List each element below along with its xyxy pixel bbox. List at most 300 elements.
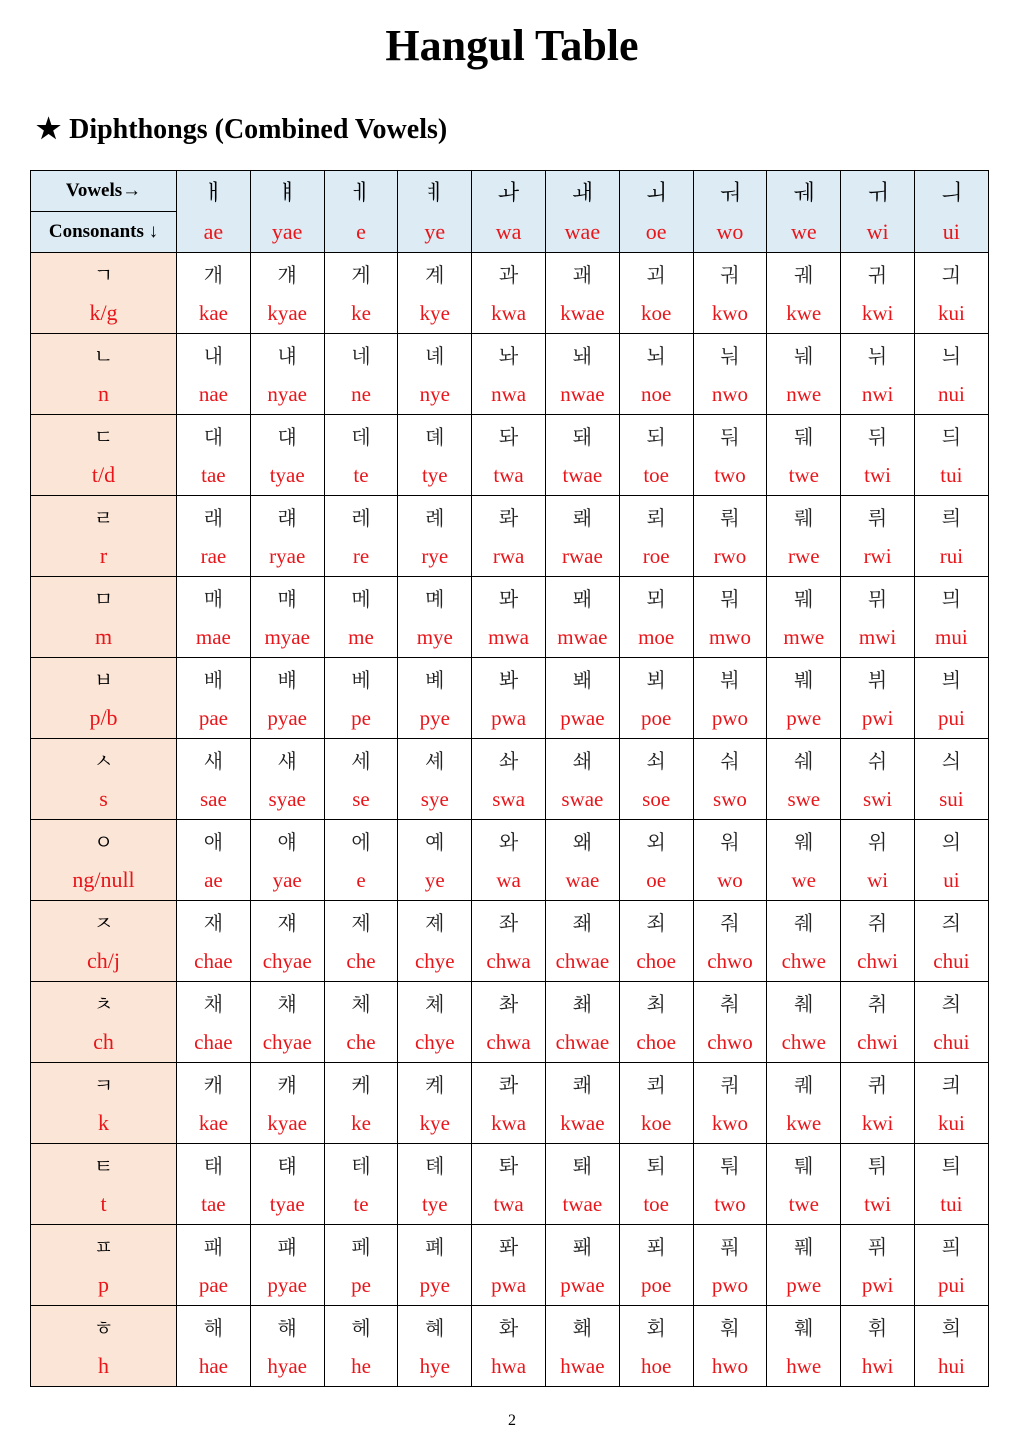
syllable-cell: 쉬: [841, 739, 915, 780]
vowel-jamo: ㅝ: [693, 171, 767, 212]
vowel-romanization: e: [324, 212, 398, 253]
syllable-romanization-cell: nyae: [250, 374, 324, 415]
syllable-romanization-cell: moe: [619, 617, 693, 658]
syllable-romanization-cell: te: [324, 1184, 398, 1225]
syllable-cell: 싀: [914, 739, 988, 780]
syllable-cell: 풔: [693, 1225, 767, 1266]
star-icon: ★: [36, 114, 62, 145]
syllable-cell: 제: [324, 901, 398, 942]
syllable-romanization-cell: hui: [914, 1346, 988, 1387]
syllable-cell: 게: [324, 253, 398, 294]
vowel-jamo-row: [31, 171, 989, 212]
syllable-cell: 페: [324, 1225, 398, 1266]
vowel-jamo: ㅔ: [324, 171, 398, 212]
syllable-romanization-cell: kae: [177, 293, 251, 334]
syllable-romanization-cell: twae: [545, 1184, 619, 1225]
syllable-cell: 뱨: [250, 658, 324, 699]
syllable-cell: 폐: [398, 1225, 472, 1266]
consonant-romanization-row: [31, 941, 989, 982]
syllable-cell: 붸: [767, 658, 841, 699]
consonant-syllable-row: [31, 820, 989, 861]
syllable-cell: 튀: [841, 1144, 915, 1185]
syllable-cell: 촤: [472, 982, 546, 1023]
syllable-romanization-cell: hwi: [841, 1346, 915, 1387]
vowel-jamo: ㅟ: [841, 171, 915, 212]
syllable-romanization-cell: kui: [914, 1103, 988, 1144]
syllable-cell: 봬: [545, 658, 619, 699]
consonant-jamo: ㅇ: [31, 820, 177, 861]
syllable-cell: 퓌: [841, 1225, 915, 1266]
syllable-romanization-cell: koe: [619, 293, 693, 334]
syllable-cell: 뫼: [619, 577, 693, 618]
consonant-romanization-row: [31, 374, 989, 415]
syllable-romanization-cell: pwa: [472, 1265, 546, 1306]
syllable-romanization-cell: che: [324, 941, 398, 982]
syllable-romanization-cell: te: [324, 455, 398, 496]
syllable-cell: 훼: [767, 1306, 841, 1347]
syllable-cell: 에: [324, 820, 398, 861]
syllable-romanization-cell: pe: [324, 698, 398, 739]
syllable-romanization-cell: chwi: [841, 941, 915, 982]
consonant-romanization-row: [31, 1103, 989, 1144]
syllable-romanization-cell: ryae: [250, 536, 324, 577]
syllable-cell: 쇄: [545, 739, 619, 780]
syllable-romanization-cell: kwi: [841, 1103, 915, 1144]
consonant-romanization-row: [31, 293, 989, 334]
syllable-cell: 훠: [693, 1306, 767, 1347]
syllable-romanization-cell: ke: [324, 1103, 398, 1144]
vowel-romanization: ae: [177, 212, 251, 253]
syllable-cell: 퀴: [841, 1063, 915, 1104]
syllable-romanization-cell: kwae: [545, 1103, 619, 1144]
vowel-romanization: wae: [545, 212, 619, 253]
syllable-romanization-cell: ye: [398, 860, 472, 901]
syllable-cell: 배: [177, 658, 251, 699]
consonants-axis-label: Consonants ↓: [31, 212, 177, 253]
consonant-jamo: ㄴ: [31, 334, 177, 375]
syllable-romanization-cell: kwe: [767, 1103, 841, 1144]
syllable-cell: 좌: [472, 901, 546, 942]
syllable-romanization-cell: swae: [545, 779, 619, 820]
consonant-syllable-row: [31, 901, 989, 942]
consonant-romanization: ch/j: [31, 941, 177, 982]
syllable-cell: 되: [619, 415, 693, 456]
syllable-cell: 얘: [250, 820, 324, 861]
syllable-cell: 늬: [914, 334, 988, 375]
syllable-romanization-cell: rwo: [693, 536, 767, 577]
syllable-romanization-cell: hoe: [619, 1346, 693, 1387]
syllable-cell: 네: [324, 334, 398, 375]
syllable-romanization-cell: tae: [177, 1184, 251, 1225]
syllable-romanization-cell: pwo: [693, 698, 767, 739]
syllable-cell: 럐: [250, 496, 324, 537]
syllable-cell: 섀: [250, 739, 324, 780]
vowel-romanization: oe: [619, 212, 693, 253]
consonant-romanization-row: [31, 617, 989, 658]
syllable-romanization-cell: nui: [914, 374, 988, 415]
syllable-cell: 츼: [914, 982, 988, 1023]
syllable-cell: 돠: [472, 415, 546, 456]
syllable-romanization-cell: mae: [177, 617, 251, 658]
vowel-jamo: ㅞ: [767, 171, 841, 212]
syllable-cell: 최: [619, 982, 693, 1023]
syllable-cell: 뫄: [472, 577, 546, 618]
syllable-cell: 퉈: [693, 1144, 767, 1185]
syllable-cell: 예: [398, 820, 472, 861]
section-title: Diphthongs (Combined Vowels): [69, 114, 448, 145]
syllable-cell: 걔: [250, 253, 324, 294]
syllable-romanization-cell: mwi: [841, 617, 915, 658]
consonant-romanization-row: [31, 1346, 989, 1387]
syllable-romanization-cell: two: [693, 455, 767, 496]
consonant-romanization: p: [31, 1265, 177, 1306]
consonant-syllable-row: [31, 982, 989, 1023]
syllable-cell: 톼: [472, 1144, 546, 1185]
vowel-romanization: ye: [398, 212, 472, 253]
syllable-romanization-cell: hwo: [693, 1346, 767, 1387]
syllable-romanization-cell: chwo: [693, 941, 767, 982]
syllable-romanization-cell: two: [693, 1184, 767, 1225]
syllable-cell: 와: [472, 820, 546, 861]
syllable-romanization-cell: poe: [619, 1265, 693, 1306]
syllable-cell: 졔: [398, 901, 472, 942]
syllable-romanization-cell: nae: [177, 374, 251, 415]
syllable-romanization-cell: pwae: [545, 698, 619, 739]
syllable-romanization-cell: pwa: [472, 698, 546, 739]
syllable-romanization-cell: se: [324, 779, 398, 820]
syllable-romanization-cell: chwe: [767, 941, 841, 982]
syllable-cell: 뢔: [545, 496, 619, 537]
syllable-romanization-cell: hwe: [767, 1346, 841, 1387]
consonant-romanization: m: [31, 617, 177, 658]
syllable-romanization-cell: e: [324, 860, 398, 901]
vowel-romanization: wa: [472, 212, 546, 253]
syllable-romanization-cell: rui: [914, 536, 988, 577]
syllable-romanization-cell: oe: [619, 860, 693, 901]
syllable-romanization-cell: wa: [472, 860, 546, 901]
syllable-cell: 태: [177, 1144, 251, 1185]
syllable-romanization-cell: chyae: [250, 941, 324, 982]
syllable-cell: 귀: [841, 253, 915, 294]
syllable-cell: 대: [177, 415, 251, 456]
syllable-romanization-cell: choe: [619, 1022, 693, 1063]
syllable-romanization-cell: noe: [619, 374, 693, 415]
syllable-romanization-cell: tyae: [250, 455, 324, 496]
consonant-romanization: k: [31, 1103, 177, 1144]
syllable-romanization-cell: rwe: [767, 536, 841, 577]
syllable-romanization-cell: chwae: [545, 941, 619, 982]
syllable-romanization-cell: hye: [398, 1346, 472, 1387]
syllable-cell: 몌: [398, 577, 472, 618]
vowels-axis-label: Vowels→: [31, 171, 177, 212]
syllable-romanization-cell: chwi: [841, 1022, 915, 1063]
syllable-romanization-cell: chwe: [767, 1022, 841, 1063]
syllable-romanization-cell: tyae: [250, 1184, 324, 1225]
syllable-romanization-cell: kyae: [250, 293, 324, 334]
syllable-romanization-cell: mye: [398, 617, 472, 658]
syllable-cell: 계: [398, 253, 472, 294]
vowel-jamo: ㅙ: [545, 171, 619, 212]
syllable-cell: 례: [398, 496, 472, 537]
syllable-romanization-cell: chui: [914, 1022, 988, 1063]
syllable-cell: 뒤: [841, 415, 915, 456]
consonant-jamo: ㅈ: [31, 901, 177, 942]
syllable-cell: 재: [177, 901, 251, 942]
syllable-romanization-cell: twi: [841, 455, 915, 496]
syllable-romanization-cell: kwe: [767, 293, 841, 334]
syllable-romanization-cell: tui: [914, 1184, 988, 1225]
syllable-cell: 톄: [398, 1144, 472, 1185]
syllable-romanization-cell: kwi: [841, 293, 915, 334]
syllable-cell: 애: [177, 820, 251, 861]
syllable-romanization-cell: pae: [177, 698, 251, 739]
consonant-syllable-row: [31, 253, 989, 294]
syllable-romanization-cell: pui: [914, 1265, 988, 1306]
vowel-jamo: ㅘ: [472, 171, 546, 212]
syllable-romanization-cell: chae: [177, 941, 251, 982]
syllable-romanization-cell: wi: [841, 860, 915, 901]
syllable-romanization-cell: chyae: [250, 1022, 324, 1063]
syllable-cell: 웨: [767, 820, 841, 861]
syllable-cell: 혜: [398, 1306, 472, 1347]
syllable-cell: 뉘: [841, 334, 915, 375]
syllable-romanization-cell: pwi: [841, 1265, 915, 1306]
syllable-romanization-cell: pae: [177, 1265, 251, 1306]
syllable-romanization-cell: chwae: [545, 1022, 619, 1063]
syllable-cell: 쥐: [841, 901, 915, 942]
syllable-romanization-cell: twa: [472, 1184, 546, 1225]
syllable-romanization-cell: nwe: [767, 374, 841, 415]
syllable-romanization-cell: wae: [545, 860, 619, 901]
syllable-cell: 풰: [767, 1225, 841, 1266]
syllable-romanization-cell: pwe: [767, 698, 841, 739]
syllable-cell: 릐: [914, 496, 988, 537]
syllable-romanization-cell: rye: [398, 536, 472, 577]
syllable-romanization-cell: he: [324, 1346, 398, 1387]
syllable-cell: 녜: [398, 334, 472, 375]
consonant-jamo: ㄱ: [31, 253, 177, 294]
syllable-cell: 레: [324, 496, 398, 537]
consonant-jamo: ㅋ: [31, 1063, 177, 1104]
syllable-romanization-cell: mwa: [472, 617, 546, 658]
syllable-cell: 눠: [693, 334, 767, 375]
syllable-romanization-cell: rwae: [545, 536, 619, 577]
syllable-romanization-cell: kui: [914, 293, 988, 334]
consonant-jamo: ㅁ: [31, 577, 177, 618]
syllable-romanization-cell: kyae: [250, 1103, 324, 1144]
consonant-romanization-row: [31, 455, 989, 496]
consonant-jamo: ㄷ: [31, 415, 177, 456]
syllable-cell: 즤: [914, 901, 988, 942]
syllable-cell: 쵀: [545, 982, 619, 1023]
syllable-cell: 뷔: [841, 658, 915, 699]
consonant-jamo: ㄹ: [31, 496, 177, 537]
syllable-romanization-cell: hwae: [545, 1346, 619, 1387]
syllable-romanization-cell: wo: [693, 860, 767, 901]
syllable-cell: 퐤: [545, 1225, 619, 1266]
syllable-cell: 위: [841, 820, 915, 861]
consonant-romanization: k/g: [31, 293, 177, 334]
syllable-cell: 턔: [250, 1144, 324, 1185]
syllable-cell: 쾌: [545, 1063, 619, 1104]
syllable-romanization-cell: che: [324, 1022, 398, 1063]
syllable-romanization-cell: mwe: [767, 617, 841, 658]
syllable-romanization-cell: pwi: [841, 698, 915, 739]
syllable-cell: 컈: [250, 1063, 324, 1104]
vowel-romanization: yae: [250, 212, 324, 253]
syllable-cell: 괴: [619, 253, 693, 294]
vowel-romanization: wi: [841, 212, 915, 253]
syllable-cell: 먜: [250, 577, 324, 618]
syllable-romanization-cell: nwi: [841, 374, 915, 415]
syllable-cell: 뒈: [767, 415, 841, 456]
syllable-cell: 퉤: [767, 1144, 841, 1185]
syllable-romanization-cell: mui: [914, 617, 988, 658]
syllable-romanization-cell: swa: [472, 779, 546, 820]
section-heading: [36, 112, 447, 148]
syllable-cell: 쳬: [398, 982, 472, 1023]
syllable-cell: 춰: [693, 982, 767, 1023]
syllable-cell: 봐: [472, 658, 546, 699]
syllable-cell: 퀘: [767, 1063, 841, 1104]
syllable-cell: 냬: [250, 334, 324, 375]
syllable-cell: 괘: [545, 253, 619, 294]
syllable-cell: 헤: [324, 1306, 398, 1347]
syllable-romanization-cell: swo: [693, 779, 767, 820]
syllable-cell: 내: [177, 334, 251, 375]
syllable-romanization-cell: tae: [177, 455, 251, 496]
syllable-romanization-cell: kye: [398, 293, 472, 334]
consonant-romanization: t: [31, 1184, 177, 1225]
syllable-romanization-cell: nwae: [545, 374, 619, 415]
syllable-cell: 푀: [619, 1225, 693, 1266]
syllable-romanization-cell: chwo: [693, 1022, 767, 1063]
consonant-jamo: ㅊ: [31, 982, 177, 1023]
syllable-romanization-cell: pyae: [250, 698, 324, 739]
syllable-romanization-cell: ui: [914, 860, 988, 901]
vowel-jamo: ㅢ: [914, 171, 988, 212]
syllable-romanization-cell: swi: [841, 779, 915, 820]
vowel-jamo: ㅐ: [177, 171, 251, 212]
syllable-cell: 롸: [472, 496, 546, 537]
syllable-romanization-cell: pwae: [545, 1265, 619, 1306]
consonant-syllable-row: [31, 1225, 989, 1266]
syllable-romanization-cell: toe: [619, 455, 693, 496]
vowel-jamo: ㅚ: [619, 171, 693, 212]
syllable-cell: 븨: [914, 658, 988, 699]
syllable-cell: 패: [177, 1225, 251, 1266]
syllable-romanization-cell: roe: [619, 536, 693, 577]
syllable-cell: 뤠: [767, 496, 841, 537]
syllable-romanization-cell: twe: [767, 455, 841, 496]
syllable-romanization-cell: kwae: [545, 293, 619, 334]
syllable-romanization-cell: ne: [324, 374, 398, 415]
syllable-cell: 해: [177, 1306, 251, 1347]
syllable-romanization-cell: kwo: [693, 293, 767, 334]
syllable-cell: 래: [177, 496, 251, 537]
syllable-romanization-cell: ke: [324, 293, 398, 334]
syllable-cell: 퐈: [472, 1225, 546, 1266]
consonant-romanization: t/d: [31, 455, 177, 496]
syllable-romanization-cell: pwe: [767, 1265, 841, 1306]
syllable-romanization-cell: kwo: [693, 1103, 767, 1144]
syllable-romanization-cell: chae: [177, 1022, 251, 1063]
syllable-cell: 셰: [398, 739, 472, 780]
syllable-romanization-cell: chye: [398, 1022, 472, 1063]
syllable-romanization-cell: pye: [398, 1265, 472, 1306]
syllable-cell: 돼: [545, 415, 619, 456]
consonant-romanization: r: [31, 536, 177, 577]
syllable-cell: 뭐: [693, 577, 767, 618]
syllable-cell: 세: [324, 739, 398, 780]
syllable-romanization-cell: twi: [841, 1184, 915, 1225]
syllable-romanization-cell: pyae: [250, 1265, 324, 1306]
syllable-cell: 베: [324, 658, 398, 699]
syllable-romanization-cell: rae: [177, 536, 251, 577]
syllable-cell: 희: [914, 1306, 988, 1347]
syllable-cell: 쿼: [693, 1063, 767, 1104]
vowel-romanization: ui: [914, 212, 988, 253]
syllable-cell: 쾨: [619, 1063, 693, 1104]
syllable-cell: 퍠: [250, 1225, 324, 1266]
syllable-romanization-cell: syae: [250, 779, 324, 820]
syllable-cell: 긔: [914, 253, 988, 294]
syllable-romanization-cell: twe: [767, 1184, 841, 1225]
syllable-romanization-cell: kye: [398, 1103, 472, 1144]
consonant-romanization: s: [31, 779, 177, 820]
syllable-romanization-cell: pwo: [693, 1265, 767, 1306]
consonant-syllable-row: [31, 496, 989, 537]
syllable-cell: 메: [324, 577, 398, 618]
syllable-cell: 뭬: [767, 577, 841, 618]
syllable-cell: 워: [693, 820, 767, 861]
consonant-jamo: ㅌ: [31, 1144, 177, 1185]
syllable-romanization-cell: choe: [619, 941, 693, 982]
syllable-romanization-cell: nwa: [472, 374, 546, 415]
syllable-romanization-cell: hwa: [472, 1346, 546, 1387]
syllable-cell: 매: [177, 577, 251, 618]
syllable-cell: 쉐: [767, 739, 841, 780]
syllable-cell: 틔: [914, 1144, 988, 1185]
syllable-romanization-cell: sui: [914, 779, 988, 820]
consonant-jamo: ㅅ: [31, 739, 177, 780]
syllable-romanization-cell: twa: [472, 455, 546, 496]
syllable-romanization-cell: tye: [398, 1184, 472, 1225]
syllable-cell: 캐: [177, 1063, 251, 1104]
syllable-cell: 회: [619, 1306, 693, 1347]
consonant-syllable-row: [31, 1063, 989, 1104]
consonant-romanization-row: [31, 1184, 989, 1225]
syllable-cell: 케: [324, 1063, 398, 1104]
syllable-cell: 믜: [914, 577, 988, 618]
consonant-romanization: p/b: [31, 698, 177, 739]
syllable-cell: 킈: [914, 1063, 988, 1104]
consonant-jamo: ㅍ: [31, 1225, 177, 1266]
syllable-cell: 눼: [767, 334, 841, 375]
syllable-romanization-cell: pui: [914, 698, 988, 739]
consonant-romanization: ng/null: [31, 860, 177, 901]
syllable-cell: 뇌: [619, 334, 693, 375]
syllable-romanization-cell: soe: [619, 779, 693, 820]
syllable-cell: 채: [177, 982, 251, 1023]
syllable-romanization-cell: chwa: [472, 941, 546, 982]
syllable-cell: 개: [177, 253, 251, 294]
syllable-romanization-cell: koe: [619, 1103, 693, 1144]
consonant-romanization: ch: [31, 1022, 177, 1063]
consonant-romanization-row: [31, 698, 989, 739]
syllable-cell: 켸: [398, 1063, 472, 1104]
syllable-cell: 퇘: [545, 1144, 619, 1185]
